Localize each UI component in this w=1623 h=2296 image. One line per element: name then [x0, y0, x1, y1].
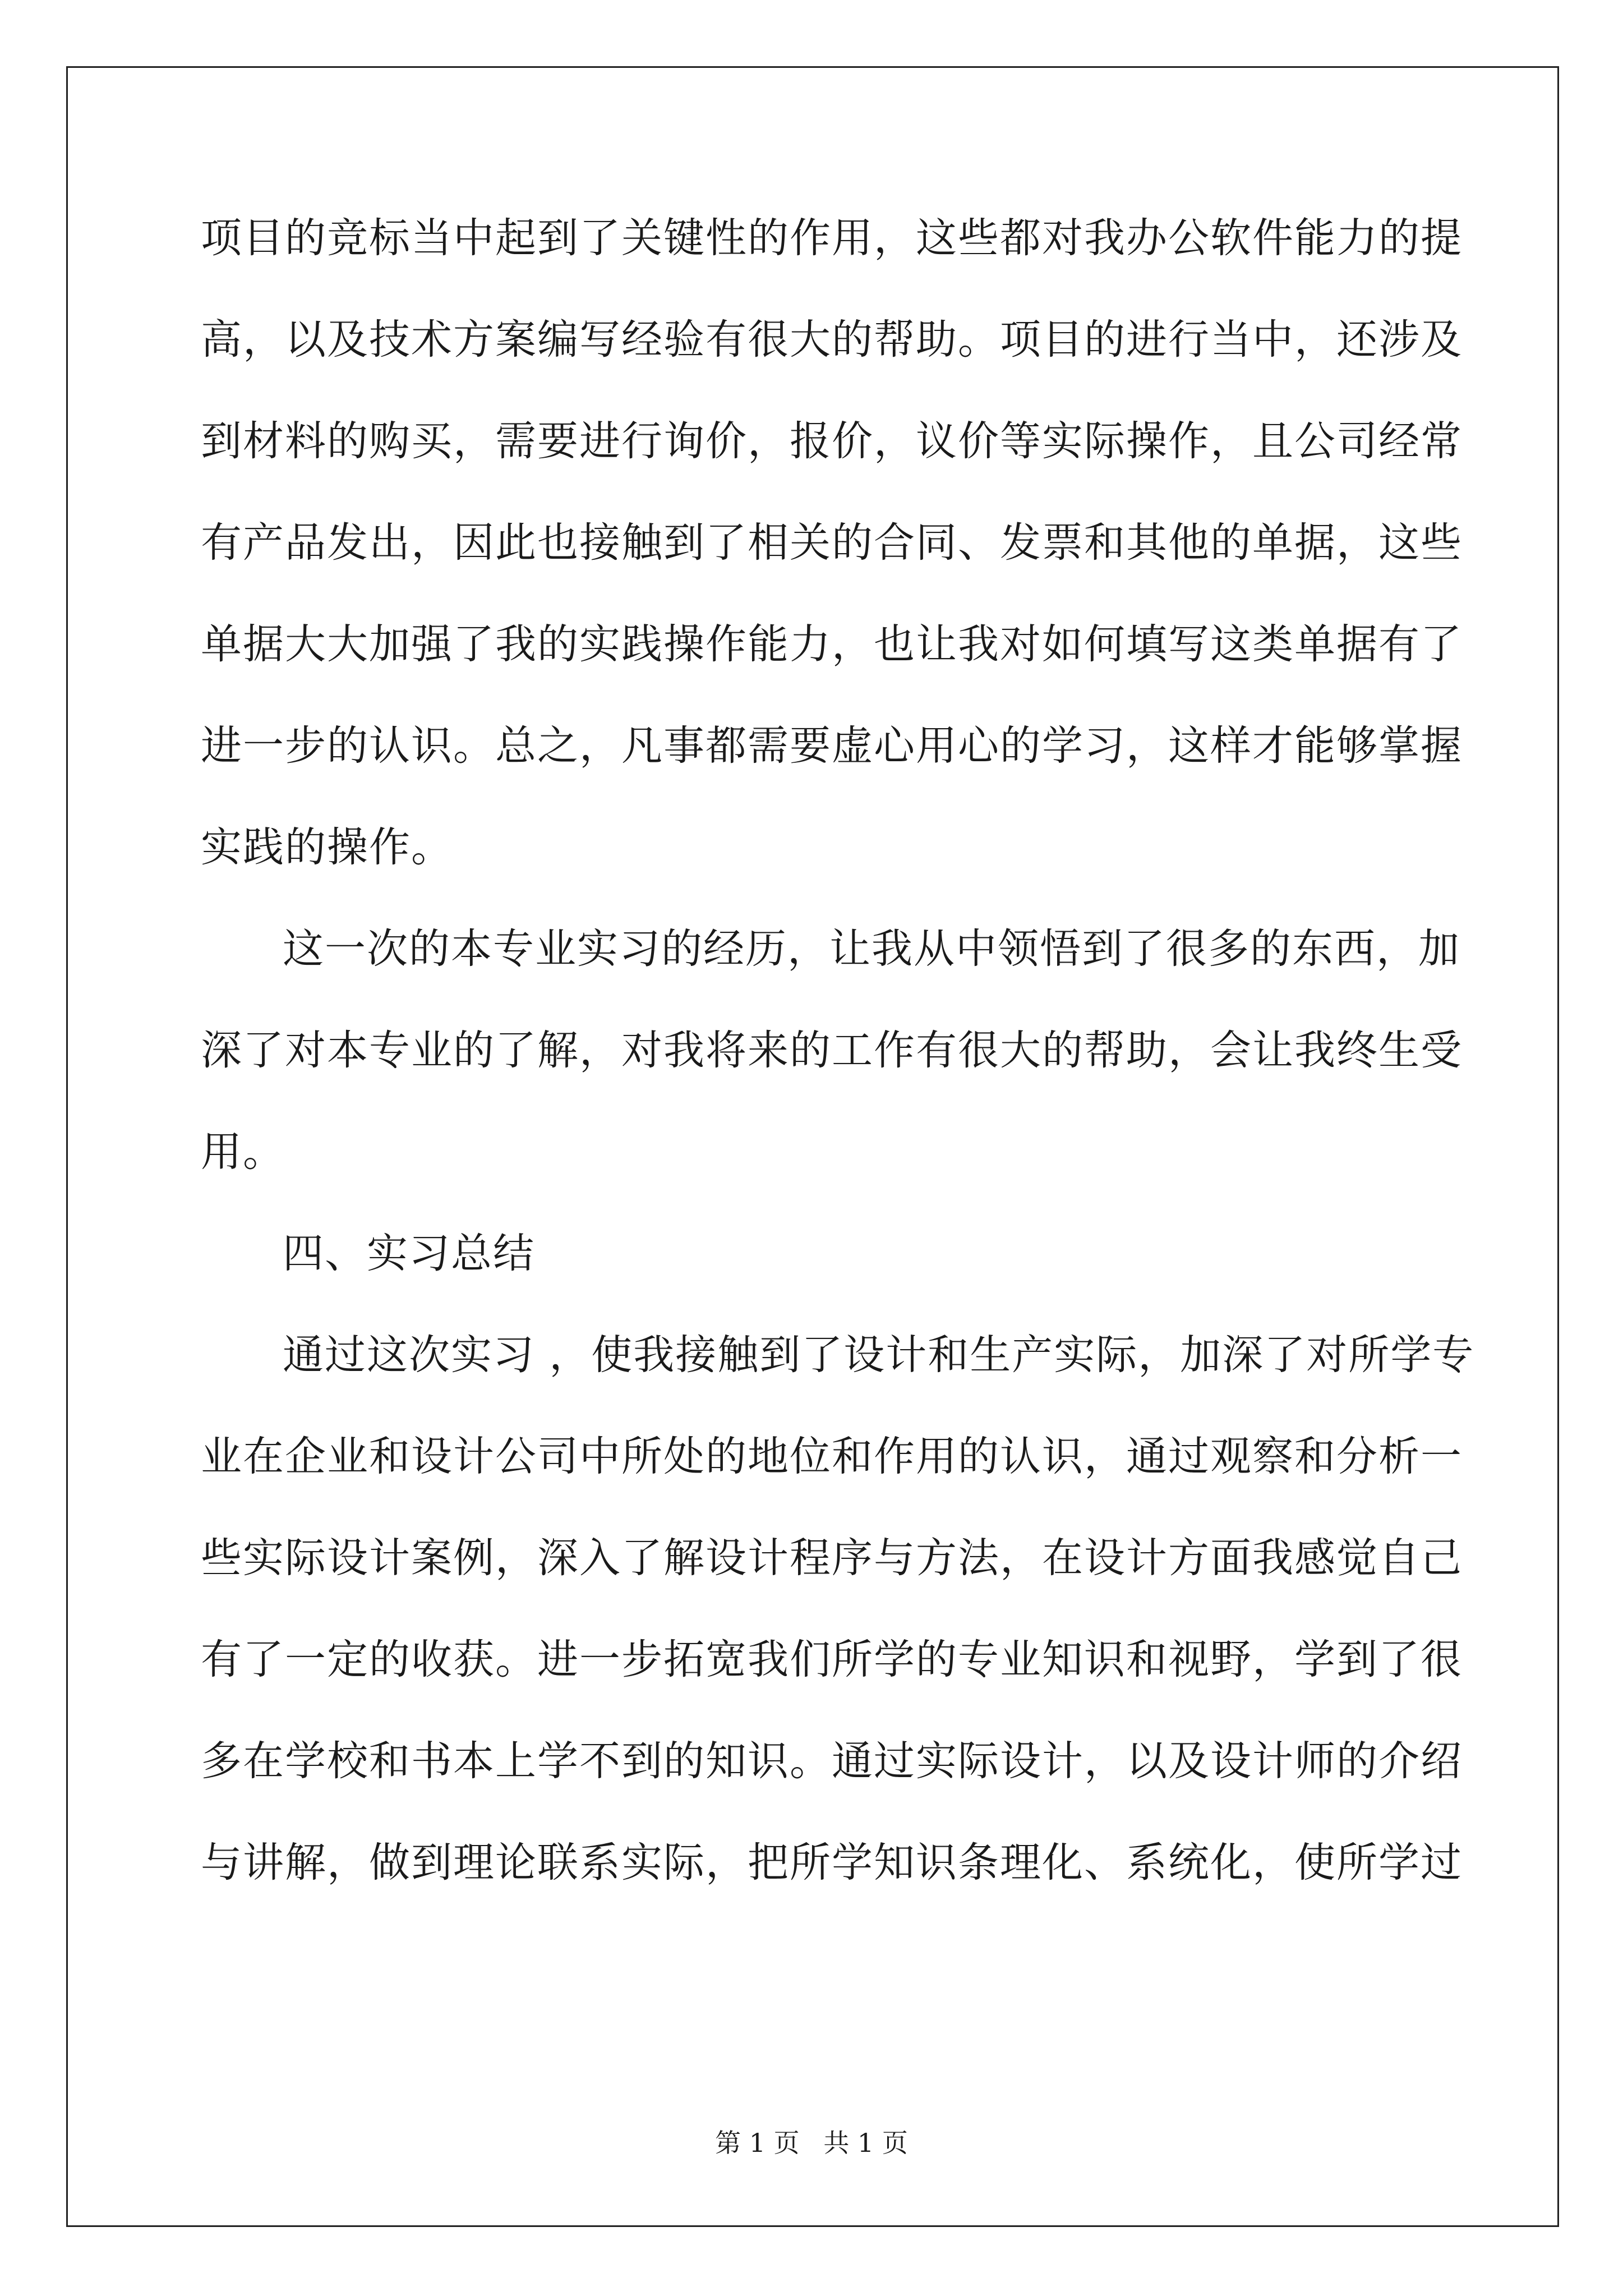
text-line: 实践的操作。	[201, 823, 453, 871]
text-line: 深了对本专业的了解，对我将来的工作有很大的帮助，会让我终生受	[201, 1027, 1463, 1074]
text-line: 这一次的本专业实习的经历，让我从中领悟到了很多的东西，加	[283, 925, 1460, 973]
section-heading: 四、实习总结	[283, 1230, 535, 1277]
text-line: 通过这次实习 ，使我接触到了设计和生产实际，加深了对所学专	[283, 1331, 1475, 1379]
text-line: 高，以及技术方案编写经验有很大的帮助。项目的进行当中，还涉及	[201, 316, 1463, 364]
text-line: 些实际设计案例，深入了解设计程序与方法，在设计方面我感觉自己	[201, 1534, 1463, 1582]
text-line: 多在学校和书本上学不到的知识。通过实际设计，以及设计师的介绍	[201, 1737, 1463, 1785]
page-footer	[0, 2123, 1623, 2160]
text-line: 进一步的认识。总之，凡事都需要虚心用心的学习，这样才能够掌握	[201, 722, 1463, 770]
text-line: 到材料的购买，需要进行询价，报价，议价等实际操作，且公司经常	[201, 417, 1463, 465]
page-number: 第 1 页	[715, 2128, 800, 2158]
document-body	[201, 213, 1475, 1939]
text-line: 有了一定的收获。进一步拓宽我们所学的专业知识和视野，学到了很	[201, 1636, 1463, 1683]
text-line: 单据大大加强了我的实践操作能力，也让我对如何填写这类单据有了	[201, 620, 1463, 668]
page-total: 共 1 页	[823, 2128, 908, 2158]
text-line: 用。	[201, 1128, 285, 1176]
text-line: 项目的竞标当中起到了关键性的作用，这些都对我办公软件能力的提	[201, 214, 1463, 262]
text-line: 业在企业和设计公司中所处的地位和作用的认识，通过观察和分析一	[201, 1433, 1463, 1480]
text-line: 与讲解，做到理论联系实际，把所学知识条理化、系统化，使所学过	[201, 1839, 1463, 1887]
text-line: 有产品发出，因此也接触到了相关的合同、发票和其他的单据，这些	[201, 519, 1463, 567]
